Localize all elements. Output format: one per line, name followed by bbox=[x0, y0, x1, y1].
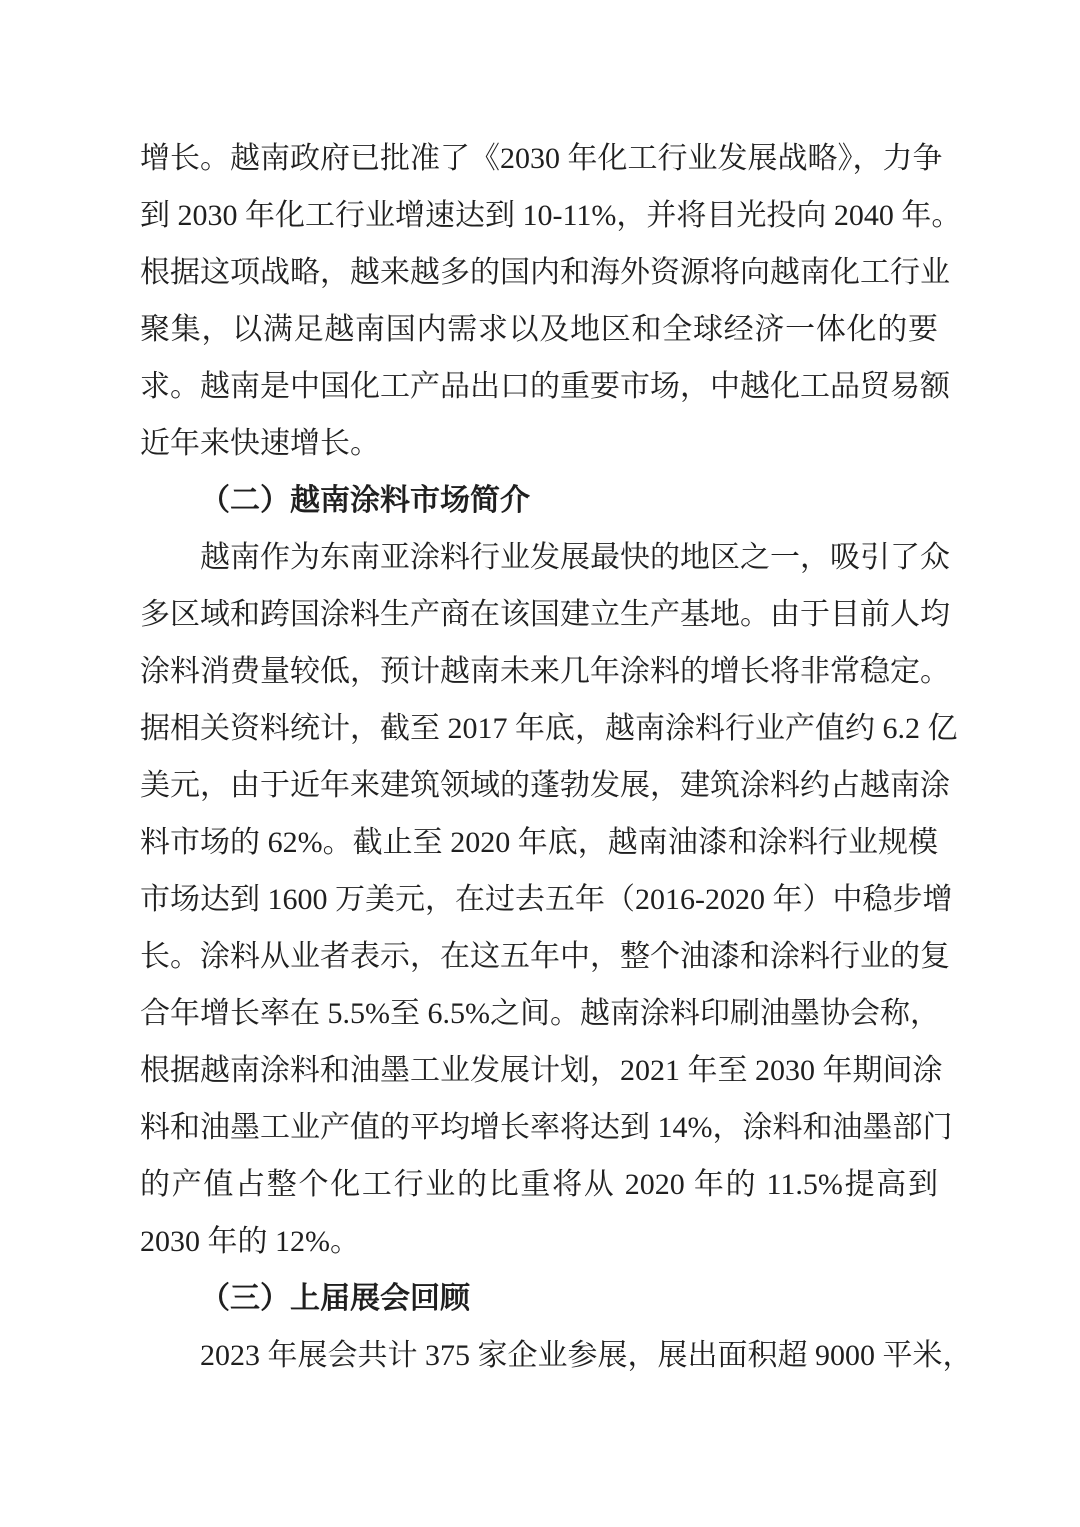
document-content bbox=[140, 130, 973, 1384]
text-line: 近年来快速增长。 bbox=[140, 427, 380, 460]
text-line: 聚集，以满足越南国内需求以及地区和全球经济一体化的要 bbox=[140, 313, 938, 346]
text-line: 的产值占整个化工行业的比重将从 2020 年的 11.5%提高到 bbox=[140, 1168, 938, 1201]
text-line: 市场达到 1600 万美元，在过去五年（2016-2020 年）中稳步增 bbox=[140, 883, 953, 916]
text-line: 2030 年的 12%。 bbox=[140, 1225, 360, 1258]
text-line: 涂料消费量较低，预计越南未来几年涂料的增长将非常稳定。 bbox=[140, 655, 950, 688]
section-heading-3: （三）上届展会回顾 bbox=[200, 1282, 470, 1315]
text-line: 越南作为东南亚涂料行业发展最快的地区之一，吸引了众 bbox=[200, 541, 950, 574]
text-line: 料市场的 62%。截止至 2020 年底，越南油漆和涂料行业规模 bbox=[140, 826, 938, 859]
paragraph-previous-exhibition bbox=[140, 1327, 973, 1384]
text-line: 合年增长率在 5.5%至 6.5%之间。越南涂料印刷油墨协会称， bbox=[140, 997, 940, 1030]
text-line: 增长。越南政府已批准了《2030 年化工行业发展战略》，力争 bbox=[140, 142, 943, 175]
paragraph-continuation bbox=[140, 130, 962, 472]
text-line: 据相关资料统计，截至 2017 年底，越南涂料行业产值约 6.2 亿 bbox=[140, 712, 958, 745]
text-line: 求。越南是中国化工产品出口的重要市场，中越化工品贸易额 bbox=[140, 370, 950, 403]
text-line: 长。涂料从业者表示，在这五年中，整个油漆和涂料行业的复 bbox=[140, 940, 950, 973]
text-line: 根据这项战略，越来越多的国内和海外资源将向越南化工行业 bbox=[140, 256, 950, 289]
section-heading-2: （二）越南涂料市场简介 bbox=[200, 484, 530, 517]
paragraph-vietnam-coatings-market bbox=[140, 529, 958, 1270]
text-line: 料和油墨工业产值的平均增长率将达到 14%，涂料和油墨部门 bbox=[140, 1111, 953, 1144]
text-line: 美元，由于近年来建筑领域的蓬勃发展，建筑涂料约占越南涂 bbox=[140, 769, 950, 802]
text-line: 2023 年展会共计 375 家企业参展，展出面积超 9000 平米， bbox=[200, 1339, 973, 1372]
text-line: 到 2030 年化工行业增速达到 10-11%，并将目光投向 2040 年。 bbox=[140, 199, 962, 232]
text-line: 根据越南涂料和油墨工业发展计划，2021 年至 2030 年期间涂 bbox=[140, 1054, 943, 1087]
text-line: 多区域和跨国涂料生产商在该国建立生产基地。由于目前人均 bbox=[140, 598, 950, 631]
